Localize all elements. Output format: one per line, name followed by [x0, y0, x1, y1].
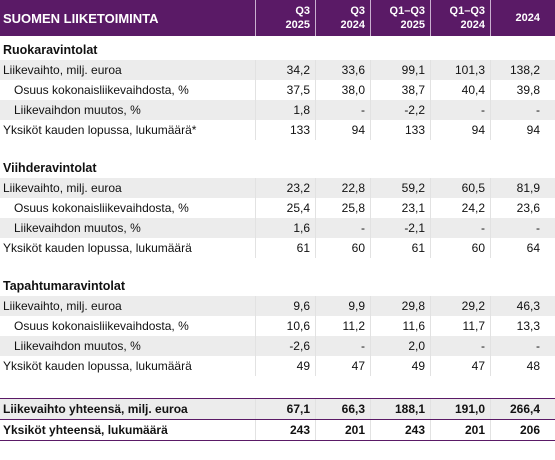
col-header-q1q3-2024 — [430, 0, 490, 36]
row-label: Yksiköt yhteensä, lukumäärä — [3, 423, 168, 437]
cell-value: 101,3 — [430, 60, 490, 80]
cell-value: 9,6 — [255, 296, 315, 316]
cell-value: - — [315, 336, 370, 356]
cell-value: 47 — [430, 356, 490, 376]
cell-value: - — [490, 218, 545, 238]
cell-value: 29,8 — [370, 296, 430, 316]
cell-value: 81,9 — [490, 178, 545, 198]
cell-value: 133 — [370, 120, 430, 140]
table-row — [0, 356, 555, 376]
cell-value: 38,7 — [370, 80, 430, 100]
cell-value: 66,3 — [315, 399, 370, 419]
row-label: Osuus kokonaisliikevaihdosta, % — [14, 83, 189, 97]
table-title: SUOMEN LIIKETOIMINTA — [3, 10, 159, 26]
col-header-line1: Q1–Q3 — [389, 5, 425, 17]
col-header-q1q3-2025 — [370, 0, 430, 36]
cell-value: 23,1 — [370, 198, 430, 218]
table-row — [0, 80, 555, 100]
cell-value: - — [430, 100, 490, 120]
table-row — [0, 120, 555, 140]
row-label: Liikevaihdon muutos, % — [14, 339, 141, 353]
cell-value: 34,2 — [255, 60, 315, 80]
cell-value: 99,1 — [370, 60, 430, 80]
col-header-line1: Q3 — [295, 5, 310, 17]
cell-value: -2,6 — [255, 336, 315, 356]
cell-value: 133 — [255, 120, 315, 140]
row-label: Osuus kokonaisliikevaihdosta, % — [14, 319, 189, 333]
cell-value: 67,1 — [255, 399, 315, 419]
cell-value: 201 — [430, 420, 490, 440]
table-row — [0, 316, 555, 336]
cell-value: 9,9 — [315, 296, 370, 316]
section-title: Ruokaravintolat — [3, 43, 98, 57]
row-label: Osuus kokonaisliikevaihdosta, % — [14, 201, 189, 215]
cell-value: 243 — [370, 420, 430, 440]
cell-value: 60 — [430, 238, 490, 258]
cell-value: 94 — [430, 120, 490, 140]
cell-value: 94 — [490, 120, 545, 140]
row-label: Liikevaihto, milj. euroa — [3, 63, 122, 77]
cell-value: 59,2 — [370, 178, 430, 198]
cell-value: - — [430, 218, 490, 238]
col-header-line2: 2024 — [460, 19, 485, 31]
cell-value: - — [430, 336, 490, 356]
row-label: Liikevaihto yhteensä, milj. euroa — [3, 402, 188, 416]
col-header-line2: 2024 — [515, 12, 540, 24]
cell-value: 1,8 — [255, 100, 315, 120]
cell-value: 2,0 — [370, 336, 430, 356]
cell-value: 266,4 — [490, 399, 545, 419]
table-row — [0, 296, 555, 316]
cell-value: 38,0 — [315, 80, 370, 100]
cell-value: 33,6 — [315, 60, 370, 80]
cell-value: 60,5 — [430, 178, 490, 198]
cell-value: - — [315, 100, 370, 120]
table-body — [0, 36, 555, 441]
cell-value: 23,2 — [255, 178, 315, 198]
col-header-2024 — [490, 0, 545, 36]
cell-value: 13,3 — [490, 316, 545, 336]
cell-value: 243 — [255, 420, 315, 440]
cell-value: 138,2 — [490, 60, 545, 80]
cell-value: 191,0 — [430, 399, 490, 419]
section-spacer — [0, 258, 555, 276]
col-header-line2: 2025 — [285, 19, 310, 31]
section-spacer — [0, 140, 555, 158]
table-row — [0, 178, 555, 198]
cell-value: 29,2 — [430, 296, 490, 316]
cell-value: 39,8 — [490, 80, 545, 100]
cell-value: 201 — [315, 420, 370, 440]
cell-value: 61 — [255, 238, 315, 258]
cell-value: 206 — [490, 420, 545, 440]
col-header-line2: 2025 — [400, 19, 425, 31]
col-header-line1: Q1–Q3 — [449, 5, 485, 17]
cell-value: - — [315, 218, 370, 238]
cell-value: 25,4 — [255, 198, 315, 218]
row-label: Liikevaihdon muutos, % — [14, 103, 141, 117]
cell-value: 49 — [370, 356, 430, 376]
totals-spacer — [0, 376, 555, 398]
cell-value: 25,8 — [315, 198, 370, 218]
cell-value: 48 — [490, 356, 545, 376]
cell-value: 188,1 — [370, 399, 430, 419]
table-header — [0, 0, 555, 36]
cell-value: 94 — [315, 120, 370, 140]
col-header-line2: 2024 — [340, 19, 365, 31]
total-row — [0, 398, 555, 419]
cell-value: -2,1 — [370, 218, 430, 238]
cell-value: 10,6 — [255, 316, 315, 336]
cell-value: 61 — [370, 238, 430, 258]
cell-value: 37,5 — [255, 80, 315, 100]
cell-value: - — [490, 100, 545, 120]
table-row — [0, 336, 555, 356]
cell-value: 22,8 — [315, 178, 370, 198]
cell-value: 40,4 — [430, 80, 490, 100]
cell-value: 1,6 — [255, 218, 315, 238]
row-label: Liikevaihto, milj. euroa — [3, 181, 122, 195]
cell-value: 64 — [490, 238, 545, 258]
section-title: Viihderavintolat — [3, 161, 97, 175]
cell-value: 11,6 — [370, 316, 430, 336]
table-row — [0, 218, 555, 238]
cell-value: 49 — [255, 356, 315, 376]
cell-value: 60 — [315, 238, 370, 258]
table-row — [0, 198, 555, 218]
cell-value: 11,7 — [430, 316, 490, 336]
cell-value: 47 — [315, 356, 370, 376]
cell-value: - — [490, 336, 545, 356]
row-label: Yksiköt kauden lopussa, lukumäärä* — [3, 123, 197, 137]
col-header-q3-2024 — [315, 0, 370, 36]
cell-value: 24,2 — [430, 198, 490, 218]
row-label: Yksiköt kauden lopussa, lukumäärä — [3, 241, 192, 255]
total-row — [0, 419, 555, 441]
section-title: Tapahtumaravintolat — [3, 279, 126, 293]
cell-value: 46,3 — [490, 296, 545, 316]
row-label: Liikevaihto, milj. euroa — [3, 299, 122, 313]
table-row — [0, 60, 555, 80]
col-header-q3-2025 — [255, 0, 315, 36]
cell-value: 23,6 — [490, 198, 545, 218]
cell-value: 11,2 — [315, 316, 370, 336]
table-row — [0, 100, 555, 120]
row-label: Yksiköt kauden lopussa, lukumäärä — [3, 359, 192, 373]
row-label: Liikevaihdon muutos, % — [14, 221, 141, 235]
cell-value: -2,2 — [370, 100, 430, 120]
col-header-line1: Q3 — [350, 5, 365, 17]
table-row — [0, 238, 555, 258]
